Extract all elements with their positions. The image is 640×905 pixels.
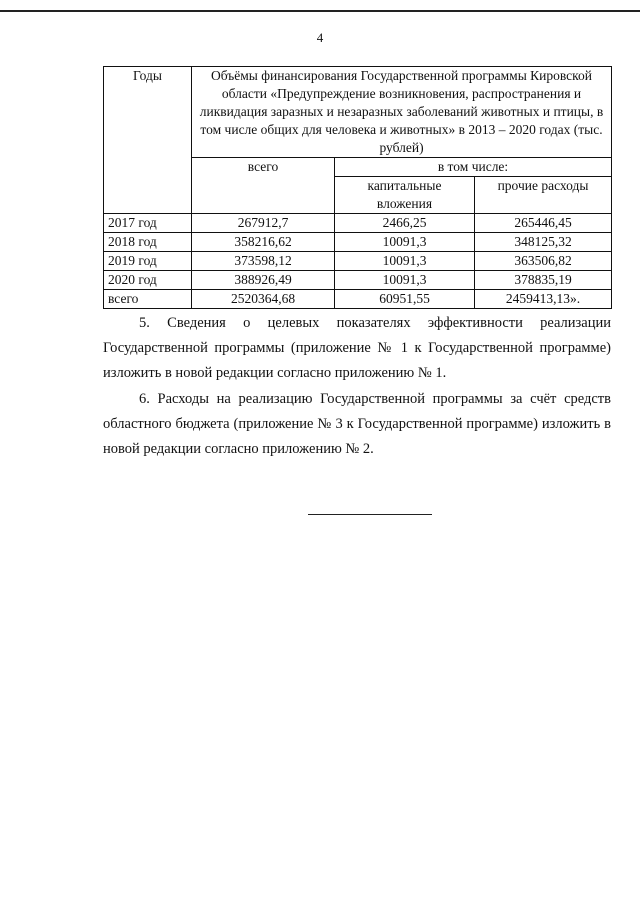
table-header-row	[104, 67, 612, 158]
year-cell: 2019 год	[104, 252, 192, 271]
paragraph-6: 6. Расходы на реализацию Государственной программы за счёт средств областного бюджета (приложение № 3 к Государственной программе) изложить в новой редакции согласно приложению № 2.	[103, 391, 611, 457]
end-separator-line	[308, 514, 432, 515]
table-title: Объёмы финансирования Государственной программы Кировской области «Предупреждение возникновения, распространения и ликвидация заразных и незаразных заболеваний животных и птицы, в том числе общих для человека и животных» в 2013 – 2020 годах (тыс. рублей)	[192, 67, 612, 158]
capital-cell: 2466,25	[335, 214, 475, 233]
capital-cell: 10091,3	[335, 271, 475, 290]
years-header: Годы	[104, 67, 192, 214]
year-cell: 2018 год	[104, 233, 192, 252]
table-total-row	[104, 290, 612, 309]
total-cell: 373598,12	[192, 252, 335, 271]
table-row	[104, 233, 612, 252]
other-cell: 2459413,13».	[475, 290, 612, 309]
top-border-line	[0, 10, 640, 12]
total-cell: 2520364,68	[192, 290, 335, 309]
table-row	[104, 214, 612, 233]
including-header: в том числе:	[335, 158, 612, 177]
total-cell: 388926,49	[192, 271, 335, 290]
page-number: 4	[316, 30, 324, 45]
capital-cell: 10091,3	[335, 233, 475, 252]
other-cell: 265446,45	[475, 214, 612, 233]
other-cell: 378835,19	[475, 271, 612, 290]
capital-cell: 60951,55	[335, 290, 475, 309]
capital-cell: 10091,3	[335, 252, 475, 271]
funding-table	[103, 66, 612, 309]
year-cell: 2020 год	[104, 271, 192, 290]
year-cell: 2017 год	[104, 214, 192, 233]
year-cell: всего	[104, 290, 192, 309]
total-cell: 267912,7	[192, 214, 335, 233]
other-cell: 348125,32	[475, 233, 612, 252]
table-row	[104, 252, 612, 271]
capital-investments-header: капитальные вложения	[335, 177, 475, 214]
other-cell: 363506,82	[475, 252, 612, 271]
paragraph-5: 5. Сведения о целевых показателях эффективности реализации Государственной программы (приложение № 1 к Государственной программе) изложить в новой редакции согласно приложению № 1.	[103, 315, 611, 381]
other-expenses-header: прочие расходы	[475, 177, 612, 214]
total-column-header: всего	[192, 158, 335, 214]
total-cell: 358216,62	[192, 233, 335, 252]
table-row	[104, 271, 612, 290]
